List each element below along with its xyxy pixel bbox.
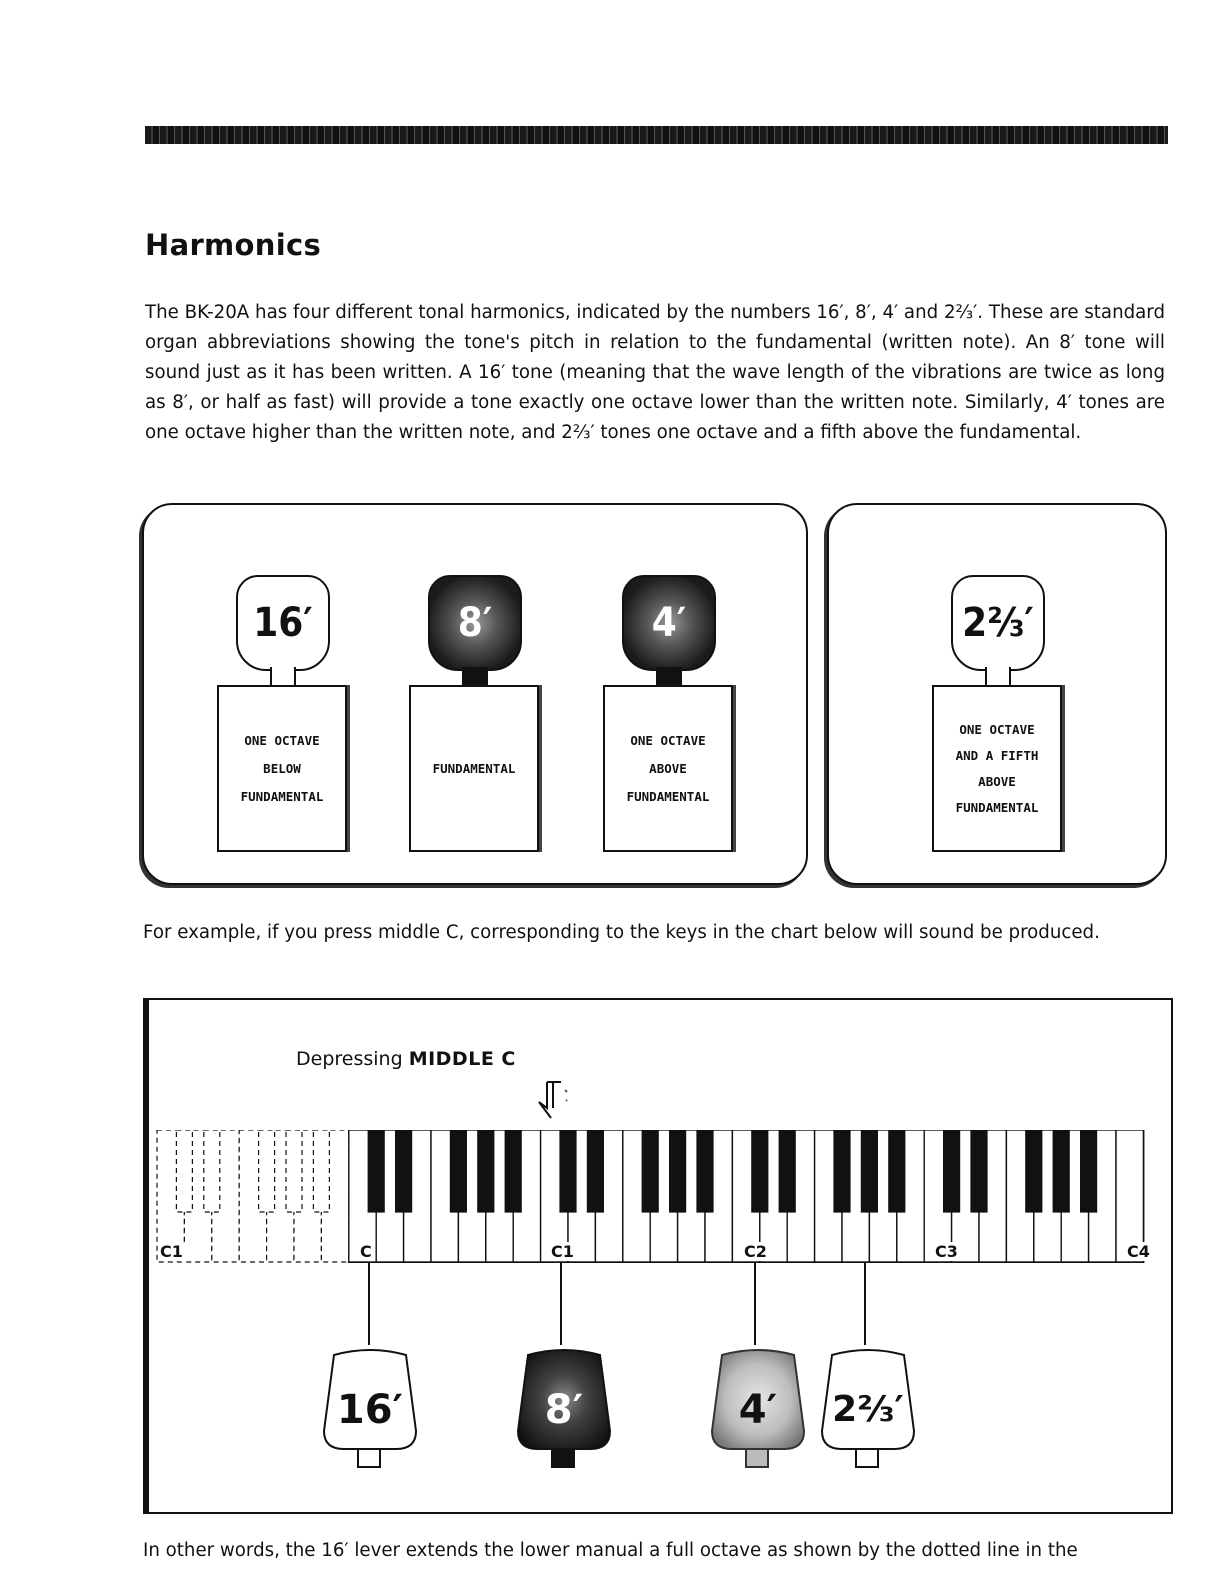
press-middle-c-label [296,1048,516,1070]
dotted-black-key[interactable] [204,1130,220,1212]
black-key[interactable] [1026,1130,1042,1212]
tab-2-2-3-description: ONE OCTAVE AND A FIFTH ABOVE FUNDAMENTAL [955,721,1039,815]
tab-16-card [217,685,347,852]
connector-lines [369,1262,865,1345]
tab-2-2-3[interactable] [932,575,1062,865]
black-key[interactable] [944,1130,960,1212]
tab-16[interactable] [217,575,347,865]
note-label-c1: C1 [551,1242,574,1261]
tab-neck [656,667,682,687]
bottom-paragraph: In other words, the 16′ lever extends the lower manual a full octave as shown by the dotted line in the [143,1540,1078,1561]
black-key[interactable] [752,1130,768,1212]
black-key[interactable] [779,1130,795,1212]
tab-neck [462,667,488,687]
tab-4[interactable] [603,575,733,865]
intro-paragraph: The BK-20A has four different tonal harmonics, indicated by the numbers 16′, 8′, 4′ and 2⅔′. These are standard organ abbreviations showing the tone's pitch in relation to the fundamental (written note). An 8′ tone will sound just as it has been written. A 16′ tone (meaning that the wave length of the vibrations are twice as long as 8′, or half as fast) will provide a tone exactly one octave lower than the written note. Similarly, 4′ tones are one octave higher than the written note, and 2⅔′ tones one octave and a fifth above the fundamental. [145,302,1165,443]
tab-4-description: ONE OCTAVE ABOVE FUNDAMENTAL [626,732,710,804]
tab-8-card [409,685,539,852]
tab-neck [985,667,1011,687]
black-key[interactable] [834,1130,850,1212]
bottom-tab-2-2-3-label: 2⅔′ [832,1389,904,1430]
note-label-c1-low: C1 [160,1242,183,1261]
top-rule [145,126,1168,144]
tab-16-head: 16′ [236,575,330,671]
black-key[interactable] [560,1130,576,1212]
press-prefix: Depressing [296,1048,409,1070]
dotted-black-key[interactable] [259,1130,275,1212]
tab-2-2-3-head: 2⅔′ [951,575,1045,671]
black-key[interactable] [368,1130,384,1212]
black-key[interactable] [587,1130,603,1212]
press-key: MIDDLE C [408,1048,516,1070]
down-arrow-icon [533,1078,573,1122]
tab-4-head: 4′ [622,575,716,671]
bottom-tab-8-label: 8′ [544,1387,584,1433]
bottom-tab-16-label: 16′ [336,1387,404,1433]
black-key[interactable] [505,1130,521,1212]
tab-8-head: 8′ [428,575,522,671]
dotted-black-key[interactable] [176,1130,192,1212]
tab-8-description: FUNDAMENTAL [432,760,516,776]
tab-8[interactable] [409,575,539,865]
black-key[interactable] [478,1130,494,1212]
black-key[interactable] [697,1130,713,1212]
page-heading: Harmonics [145,228,322,262]
note-label-c2: C2 [744,1242,767,1261]
note-label-c: C [360,1242,372,1261]
black-key[interactable] [396,1130,412,1212]
black-key[interactable] [670,1130,686,1212]
bottom-tab-4-label: 4′ [738,1387,778,1433]
note-label-c3: C3 [935,1242,958,1261]
example-paragraph: For example, if you press middle C, corresponding to the keys in the chart below will sound be produced. [143,922,1100,943]
note-label-c4: C4 [1127,1242,1150,1261]
tab-2-2-3-card [932,685,1062,852]
tab-4-card [603,685,733,852]
black-key[interactable] [642,1130,658,1212]
dotted-black-key[interactable] [313,1130,329,1212]
harmonic-fifth-panel [827,503,1167,885]
tab-neck [270,667,296,687]
harmonic-tabs-panel [142,503,808,885]
black-key[interactable] [450,1130,466,1212]
dotted-black-key[interactable] [286,1130,302,1212]
tab-16-description: ONE OCTAVE BELOW FUNDAMENTAL [240,732,324,804]
black-key[interactable] [1053,1130,1069,1212]
black-key[interactable] [889,1130,905,1212]
bottom-tabs [310,1345,950,1485]
black-key[interactable] [971,1130,987,1212]
black-key[interactable] [861,1130,877,1212]
black-key[interactable] [1081,1130,1097,1212]
